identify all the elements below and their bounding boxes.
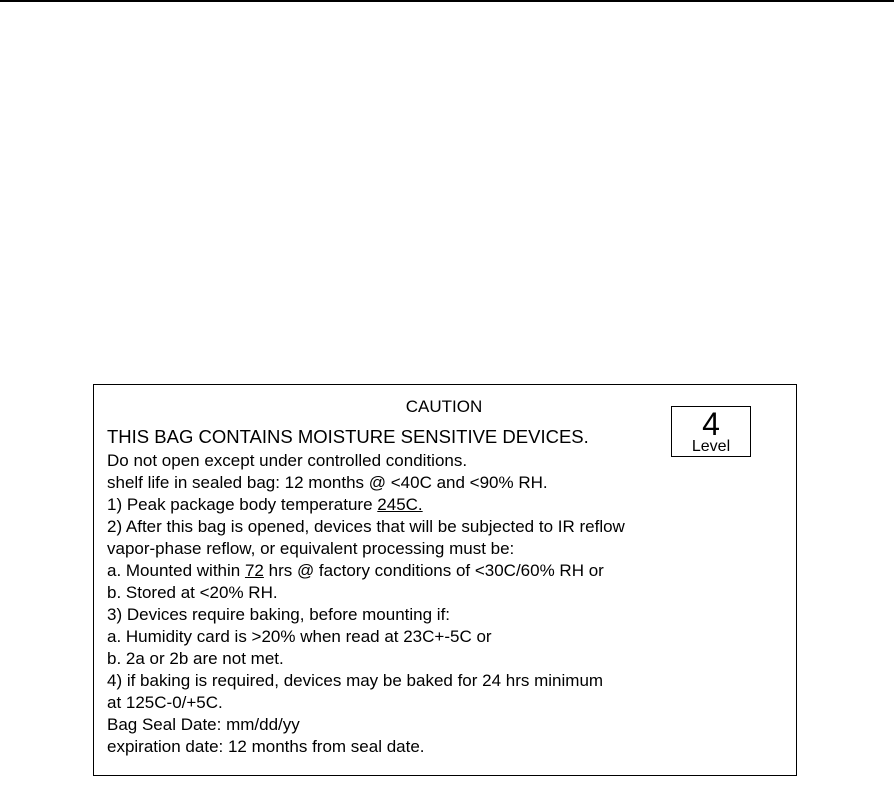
item-4-line-2: at 125C-0/+5C. xyxy=(107,693,223,712)
line-shelf-life: shelf life in sealed bag: 12 months @ <40C and <90% RH. xyxy=(107,473,548,492)
item-2-line-1: 2) After this bag is opened, devices that will be subjected to IR reflow xyxy=(107,517,625,536)
bag-seal-date: Bag Seal Date: mm/dd/yy xyxy=(107,715,300,734)
item-2a-value: 72 xyxy=(244,561,264,580)
msl-level-word: Level xyxy=(691,438,731,455)
item-2b-stored: b. Stored at <20% RH. xyxy=(107,583,278,602)
item-3: 3) Devices require baking, before mounting if: xyxy=(107,605,451,624)
item-2-line-2: vapor-phase reflow, or equivalent processing must be: xyxy=(107,539,515,558)
expiration-date: expiration date: 12 months from seal date. xyxy=(107,737,425,756)
moisture-caution-label xyxy=(93,384,797,776)
label-heading: THIS BAG CONTAINS MOISTURE SENSITIVE DEVICES. xyxy=(107,426,589,447)
msl-level-box xyxy=(671,406,751,457)
item-3b: b. 2a or 2b are not met. xyxy=(107,649,284,668)
top-rule xyxy=(0,0,894,2)
item-1-prefix: 1) Peak package body temperature xyxy=(107,495,378,514)
item-4-line-1: 4) if baking is required, devices may be baked for 24 hrs minimum xyxy=(107,671,604,690)
item-3a: a. Humidity card is >20% when read at 23C+-5C or xyxy=(107,627,492,646)
item-1-value: 245C. xyxy=(377,495,423,514)
msl-level-number: 4 xyxy=(702,406,720,442)
item-1-peak-temperature xyxy=(107,495,423,515)
caution-title: CAUTION xyxy=(405,397,483,416)
item-2a-suffix: hrs @ factory conditions of <30C/60% RH or xyxy=(263,561,604,580)
item-2a-mounted-within xyxy=(107,561,604,581)
line-do-not-open: Do not open except under controlled conditions. xyxy=(107,451,468,470)
item-2a-prefix: a. Mounted within xyxy=(107,561,245,580)
